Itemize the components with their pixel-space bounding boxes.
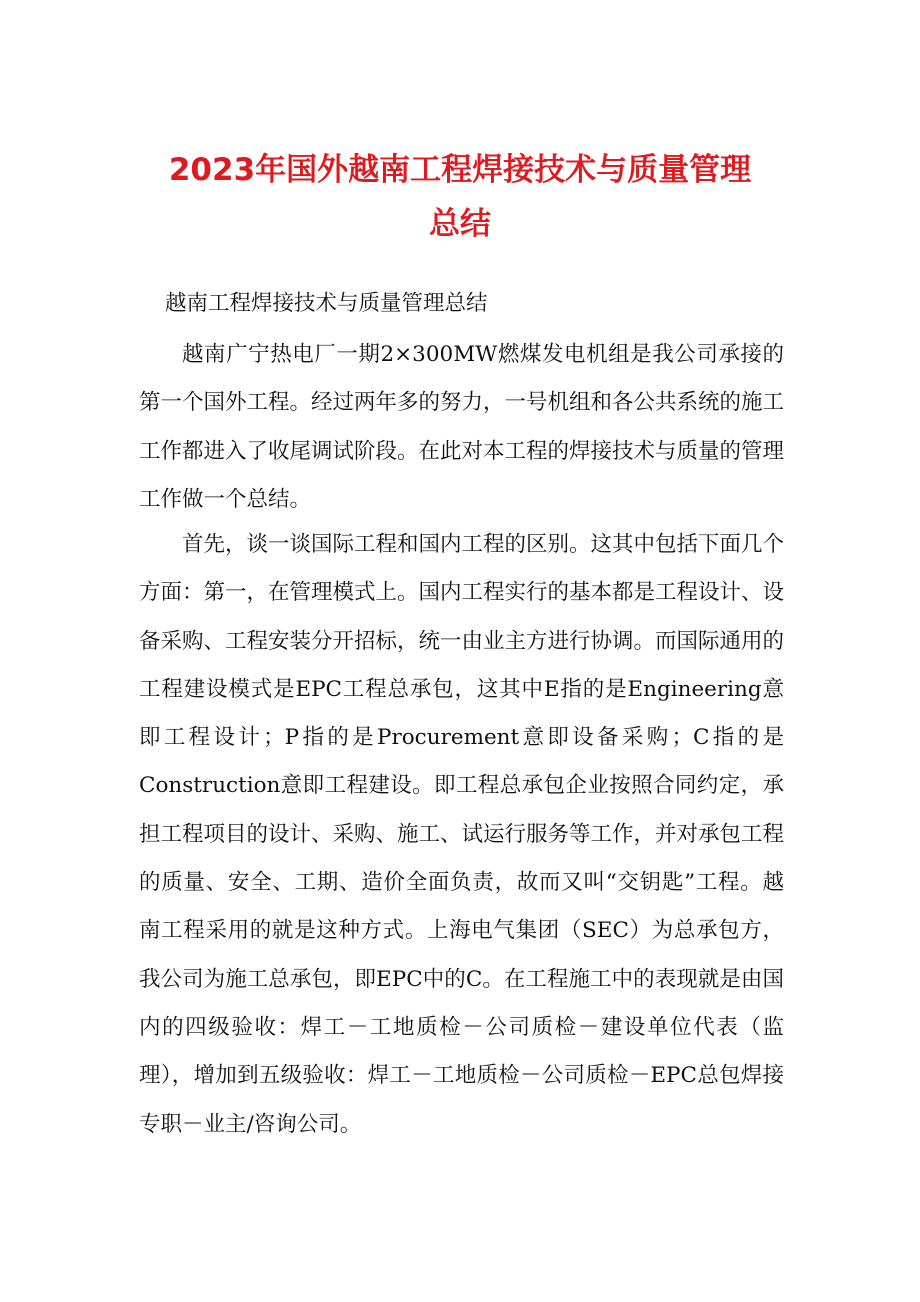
document-title-line-1: 2023年国外越南工程焊接技术与质量管理 — [168, 152, 752, 188]
document-subtitle: 越南工程焊接技术与质量管理总结 — [165, 291, 488, 316]
paragraph-2: 首先，谈一谈国际工程和国内工程的区别。这其中包括下面几个方面：第一，在管理模式上。国内工程实行的基本都是工程设计、设备采购、工程安装分开招标，统一由业主方进行协调。而国际通用的工程建设模式是EPC工程总承包，这其中E指的是Engineering意即工程设计；P指的是Procurement意即设备采购；C指的是Construction意即工程建设。即工程总承包企业按照合同约定，承担工程项目的设计、采购、施工、试运行服务等工作，并对承包工程的质量、安全、工期、造价全面负责，故而又叫“交钥匙”工程。越南工程采用的就是这种方式。上海电气集团（SEC）为总承包方，我公司为施工总承包，即EPC中的C。在工程施工中的表现就是由国内的四级验收：焊工－工地质检－公司质检－建设单位代表（监理），增加到五级验收：焊工－工地质检－公司质检－EPC总包焊接专职－业主/咨询公司。 — [139, 532, 785, 1137]
paragraph-1: 越南广宁热电厂一期2×300MW燃煤发电机组是我公司承接的第一个国外工程。经过两年多的努力，一号机组和各公共系统的施工工作都进入了收尾调试阶段。在此对本工程的焊接技术与质量的管理工作做一个总结。 — [139, 342, 785, 512]
document-title-line-2: 总结 — [429, 206, 491, 242]
